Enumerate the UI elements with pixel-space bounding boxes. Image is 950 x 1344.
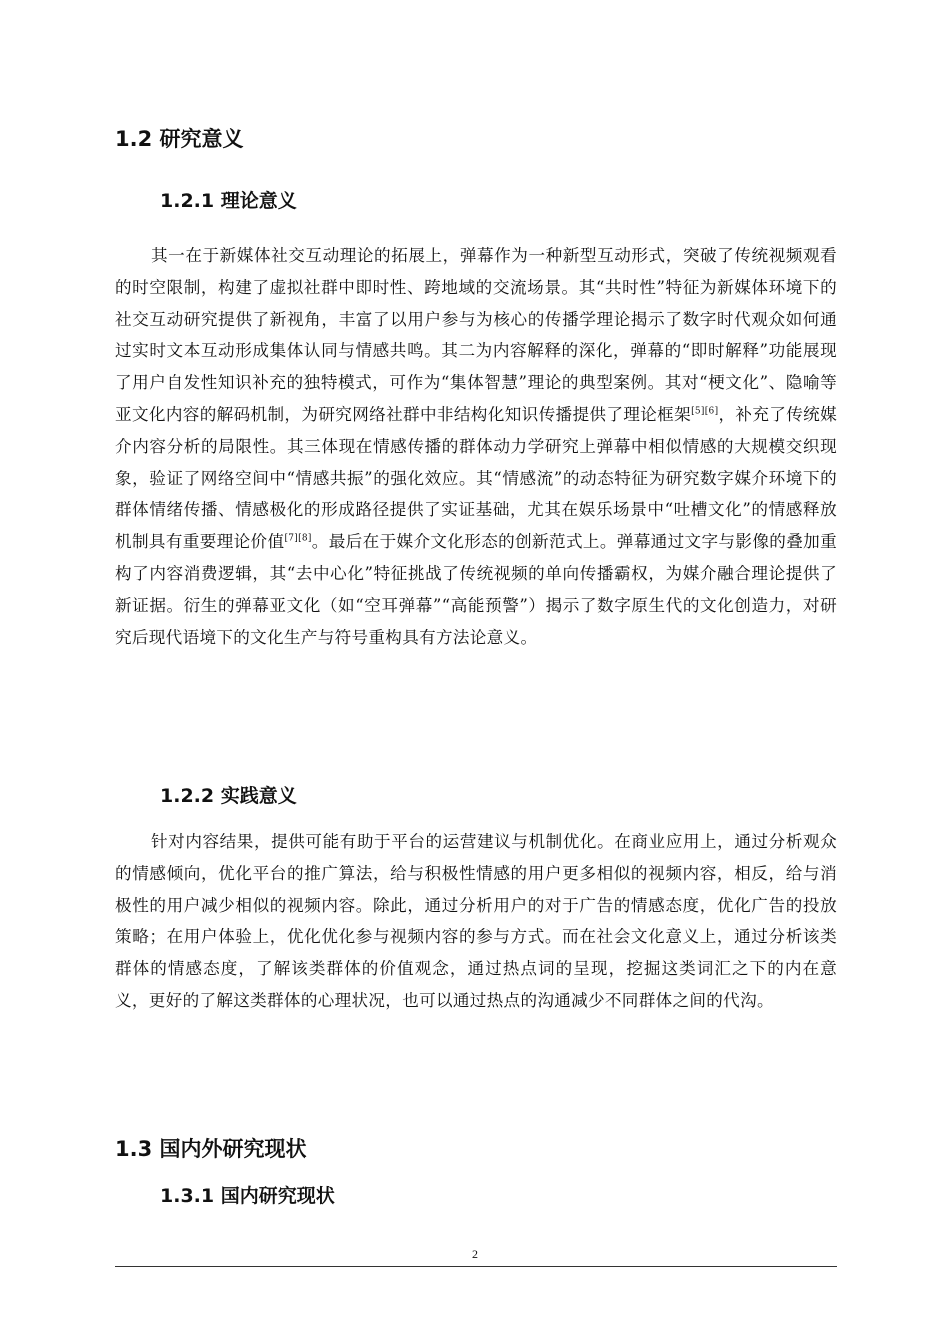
citation-5-6: [5][6]: [691, 406, 719, 417]
section-heading-1-3: 1.3 国内外研究现状: [115, 1137, 307, 1161]
footer-divider: [115, 1266, 837, 1267]
subsection-heading-1-3-1: 1.3.1 国内研究现状: [160, 1185, 335, 1207]
page-number: 2: [472, 1247, 478, 1261]
paragraph-text-part-3: 。最后在于媒介文化形态的创新范式上。弹幕通过文字与影像的叠加重构了内容消费逻辑，其“去中心化”特征挑战了传统视频的单向传播霸权，为媒介融合理论提供了新证据。衍生的弹幕亚文化（如“空耳弹幕”“高能预警”）揭示了数字原生代的文化创造力，对研究后现代语境下的文化生产与符号重构具有方法论意义。: [115, 532, 837, 647]
subsection-heading-1-2-1: 1.2.1 理论意义: [160, 190, 297, 212]
practice-significance-paragraph: 针对内容结果，提供可能有助于平台的运营建议与机制优化。在商业应用上，通过分析观众的情感倾向，优化平台的推广算法，给与积极性情感的用户更多相似的视频内容，相反，给与消极性的用户减少相似的视频内容。除此，通过分析用户的对于广告的情感态度，优化广告的投放策略；在用户体验上，优化优化参与视频内容的参与方式。而在社会文化意义上，通过分析该类群体的情感态度，了解该类群体的价值观念，通过热点词的呈现，挖掘这类词汇之下的内在意义，更好的了解这类群体的心理状况，也可以通过热点的沟通减少不同群体之间的代沟。: [115, 832, 837, 1010]
citation-7-8: [7][8]: [284, 533, 312, 544]
paragraph-text-part-2: ，补充了传统媒介内容分析的局限性。其三体现在情感传播的群体动力学研究上弹幕中相似情感的大规模交织现象，验证了网络空间中“情感共振”的强化效应。其“情感流”的动态特征为研究数字媒介环境下的群体情绪传播、情感极化的形成路径提供了实证基础，尤其在娱乐场景中“吐槽文化”的情感释放机制具有重要理论价值: [115, 404, 837, 552]
subsection-heading-1-2-2: 1.2.2 实践意义: [160, 785, 297, 807]
section-heading-1-2: 1.2 研究意义: [115, 127, 244, 151]
paragraph-text-part-1: 其一在于新媒体社交互动理论的拓展上，弹幕作为一种新型互动形式，突破了传统视频观看的时空限制，构建了虚拟社群中即时性、跨地域的交流场景。其“共时性”特征为新媒体环境下的社交互动研究提供了新视角，丰富了以用户参与为核心的传播学理论揭示了数字时代观众如何通过实时文本互动形成集体认同与情感共鸣。其二为内容解释的深化，弹幕的“即时解释”功能展现了用户自发性知识补充的独特模式，可作为“集体智慧”理论的典型案例。其对“梗文化”、隐喻等亚文化内容的解码机制，为研究网络社群中非结构化知识传播提供了理论框架: [115, 246, 837, 424]
theory-significance-paragraph: [115, 240, 837, 653]
